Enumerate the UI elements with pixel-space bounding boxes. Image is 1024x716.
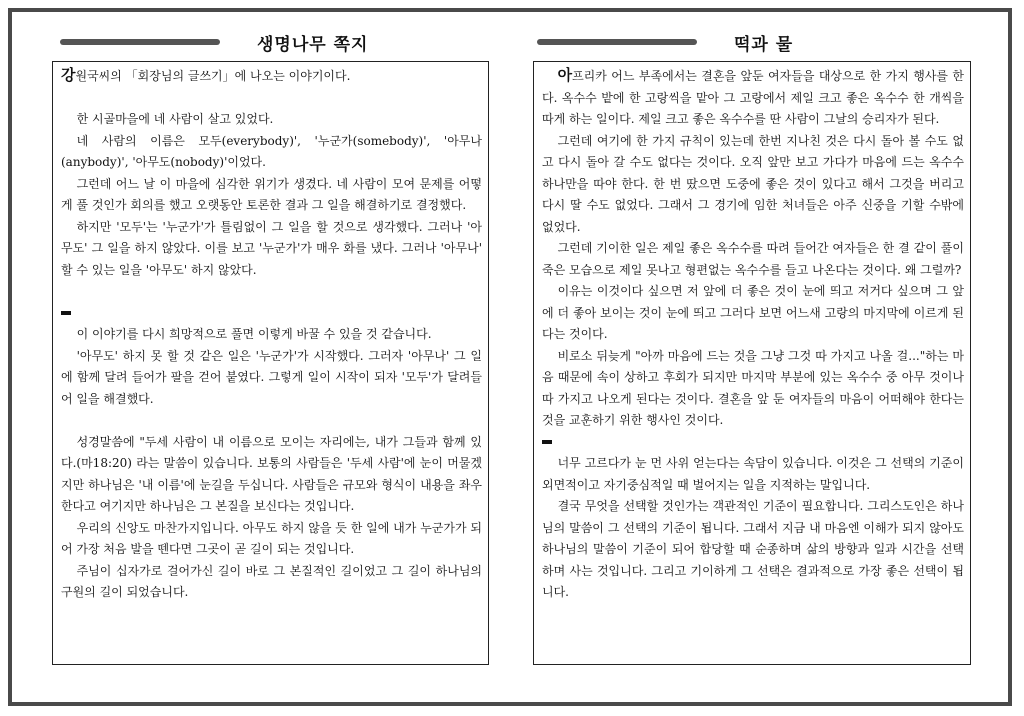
right-paragraph-6: 결국 무엇을 선택할 것인가는 객관적인 기준이 필요합니다. 그리스도인은 하나님의 말씀이 그 선택의 기준이 됩니다. 그래서 지금 내 마음엔 이해가 되지 않아도 하나님의 말씀이 기준이 되어 합당할 때 순종하며 삶의 방향과 일과 시간을 선택하며 사는 것입니다. 그리고 기이하게 그 선택은 결과적으로 가장 좋은 선택이 됩니다.	[542, 499, 964, 599]
section-bullet-icon	[542, 440, 552, 444]
left-paragraph-8: 우리의 신앙도 마찬가지입니다. 아무도 하지 않을 듯 한 일에 내가 누군가가 되어 가장 처음 발을 뗀다면 그곳이 곧 길이 되는 것입니다.	[61, 520, 482, 556]
right-lead	[542, 65, 964, 131]
left-paragraph-2: 네 사람의 이름은 모두(everybody)', '누군가(somebody)', '아무나(anybody)', '아무도(nobody)'이었다.	[61, 133, 482, 169]
left-paragraph-3: 그런데 어느 날 이 마을에 심각한 위기가 생겼다. 네 사람이 모여 문제를 어떻게 풀 것인가 회의를 했고 오랫동안 토론한 결과 그 일을 해결하기로 결정했다.	[61, 176, 482, 212]
right-paragraph-4: 비로소 뒤늦게 "아까 마음에 드는 것을 그냥 그것 따 가지고 나올 걸..."하는 마음 때문에 속이 상하고 후회가 되지만 마지막 부분에 있는 옥수수 중 아무 것이나 따 가지고 나오게 된다는 것이다. 결혼을 앞 둔 여자들의 마음이 어떠해야 한다는 것을 교훈하기 위한 행사인 것이다.	[542, 348, 964, 427]
right-lead-text: 프리카 어느 부족에서는 결혼을 앞둔 여자들을 대상으로 한 가지 행사를 한다. 옥수수 밭에 한 고랑씩을 맡아 그 고랑에서 제일 크고 좋은 옥수수 한 개씩을 따게 하는 일이다. 제일 크고 좋은 옥수수를 딴 사람이 그날의 승리자가 된다.	[542, 69, 964, 126]
right-title-bar	[537, 39, 697, 45]
right-section-mark	[542, 432, 964, 454]
right-article	[533, 61, 971, 665]
right-lead-char: 아	[557, 66, 573, 84]
right-paragraph-5: 너무 고르다가 눈 먼 사위 얻는다는 속담이 있습니다. 이것은 그 선택의 기준이 외면적이고 자기중심적일 때 벌어지는 일을 지적하는 말입니다.	[542, 456, 964, 492]
left-lead-text: 원국씨의 「회장님의 글쓰기」에 나오는 이야기이다.	[75, 69, 351, 83]
right-paragraph-2: 그런데 기이한 일은 제일 좋은 옥수수를 따려 들어간 여자들은 한 결 같이 풀이 죽은 모습으로 제일 못나고 형편없는 옥수수를 들고 나온다는 것이다. 왜 그럴까?	[542, 241, 964, 277]
left-article	[52, 61, 489, 665]
left-paragraph-1: 한 시골마을에 네 사람이 살고 있었다.	[76, 112, 274, 126]
section-bullet-icon	[61, 311, 71, 315]
right-paragraph-3: 이유는 이것이다 싶으면 저 앞에 더 좋은 것이 눈에 띄고 저거다 싶으며 그 앞에 더 좋아 보이는 것이 눈에 띄고 그러다 보면 어느새 고랑의 마지막에 이르게 된다는 것이다.	[542, 284, 964, 341]
left-paragraph-6: '아무도' 하지 못 할 것 같은 일은 '누군가'가 시작했다. 그러자 '아무나' 그 일에 함께 달려 들어가 팔을 걷어 붙였다. 그렇게 일이 시작이 되자 '모두'가 달려들어 일을 해결했다.	[61, 348, 482, 406]
left-paragraph-9: 주님이 십자가로 걸어가신 길이 바로 그 본질적인 길이었고 그 길이 하나님의 구원의 길이 되었습니다.	[61, 563, 482, 599]
right-title: 떡과 물	[734, 35, 794, 55]
left-section-mark	[61, 303, 482, 325]
left-lead	[61, 65, 482, 88]
left-paragraph-7: 성경말씀에 "두세 사람이 내 이름으로 모이는 자리에는, 내가 그들과 함께 있다.(마18:20) 라는 말씀이 있습니다. 보통의 사람들은 '두세 사람'에 눈이 머물겠지만 하나님은 '내 이름'에 눈길을 두십니다. 사람들은 규모와 형식이 내용을 좌우 한다고 여기지만 하나님은 그 본질을 보신다는 것입니다.	[61, 434, 482, 513]
left-paragraph-5: 이 이야기를 다시 희망적으로 풀면 이렇게 바꿀 수 있을 것 같습니다.	[76, 327, 432, 341]
left-paragraph-4: 하지만 '모두'는 '누군가'가 틀림없이 그 일을 할 것으로 생각했다. 그러나 '아무도' 그 일을 하지 않았다. 이를 보고 '누군가'가 매우 화를 냈다. 그러나 '아무나' 할 수 있는 일을 '아무도' 하지 않았다.	[61, 219, 482, 277]
left-title-bar	[60, 39, 220, 45]
right-paragraph-1: 그런데 여기에 한 가지 규칙이 있는데 한번 지나친 것은 다시 돌아 볼 수도 없고 다시 돌아 갈 수도 없다는 것이다. 오직 앞만 보고 가다가 마음에 드는 옥수수 하나만을 따야 한다. 한 번 땄으면 도중에 좋은 것이 있다고 해서 그것을 버리고 다시 딸 수도 없었다. 그래서 그 경기에 임한 처녀들은 아주 신중을 기할 수밖에 없었다.	[542, 133, 964, 234]
left-title: 생명나무 쪽지	[257, 35, 369, 55]
left-lead-char: 강	[61, 66, 76, 84]
